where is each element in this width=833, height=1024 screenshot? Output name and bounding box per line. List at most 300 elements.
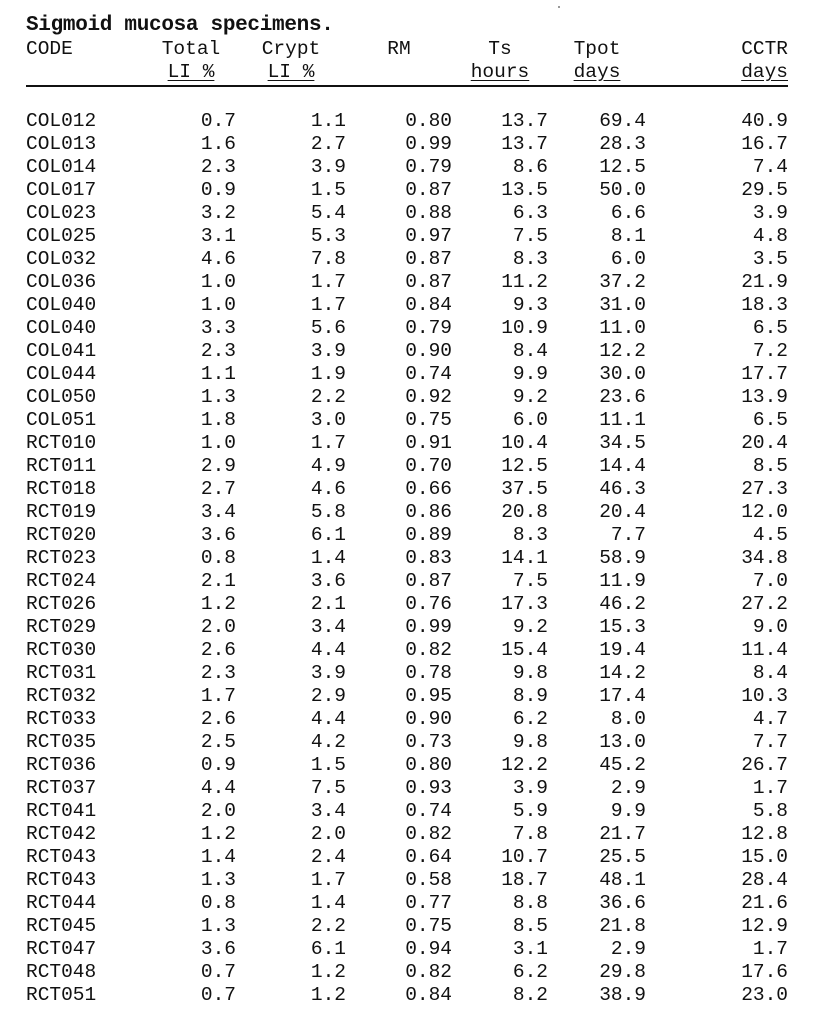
cell-crypt-li: 1.2 xyxy=(310,961,346,983)
cell-crypt-li: 5.3 xyxy=(310,225,346,247)
cell-ts: 11.2 xyxy=(501,271,548,293)
cell-crypt-li: 1.5 xyxy=(310,179,346,201)
cell-ts: 17.3 xyxy=(501,593,548,615)
cell-tpot: 28.3 xyxy=(599,133,646,155)
cell-rm: 0.74 xyxy=(405,363,452,385)
table-row xyxy=(26,570,788,593)
cell-code: COL044 xyxy=(26,363,97,385)
cell-total-li: 0.7 xyxy=(200,984,236,1006)
table-title: Sigmoid mucosa specimens. xyxy=(26,14,334,37)
table-row xyxy=(26,662,788,685)
cell-cctr: 23.0 xyxy=(741,984,788,1006)
cell-ts: 8.4 xyxy=(512,340,548,362)
cell-code: RCT042 xyxy=(26,823,97,845)
table-row xyxy=(26,386,788,409)
cell-crypt-li: 6.1 xyxy=(310,524,346,546)
table-row xyxy=(26,800,788,823)
table-row xyxy=(26,961,788,984)
cell-crypt-li: 1.7 xyxy=(310,432,346,454)
cell-rm: 0.82 xyxy=(405,639,452,661)
table-row xyxy=(26,915,788,938)
spacer-row xyxy=(26,86,788,110)
cell-cctr: 29.5 xyxy=(741,179,788,201)
cell-total-li: 4.6 xyxy=(200,248,236,270)
col-subheader-ts-text: hours xyxy=(470,61,530,83)
cell-crypt-li: 1.7 xyxy=(310,271,346,293)
table-row xyxy=(26,823,788,846)
cell-ts: 5.9 xyxy=(512,800,548,822)
cell-ts: 8.8 xyxy=(512,892,548,914)
cell-tpot: 14.2 xyxy=(599,662,646,684)
cell-cctr: 9.0 xyxy=(752,616,788,638)
cell-crypt-li: 1.7 xyxy=(310,869,346,891)
cell-crypt-li: 2.0 xyxy=(310,823,346,845)
cell-crypt-li: 3.0 xyxy=(310,409,346,431)
cell-code: RCT036 xyxy=(26,754,97,776)
cell-ts: 37.5 xyxy=(501,478,548,500)
cell-code: COL017 xyxy=(26,179,97,201)
table-row xyxy=(26,409,788,432)
cell-ts: 10.9 xyxy=(501,317,548,339)
cell-rm: 0.89 xyxy=(405,524,452,546)
cell-rm: 0.93 xyxy=(405,777,452,799)
table-row xyxy=(26,685,788,708)
table-row xyxy=(26,984,788,1007)
cell-total-li: 1.2 xyxy=(200,593,236,615)
cell-rm: 0.66 xyxy=(405,478,452,500)
cell-code: RCT044 xyxy=(26,892,97,914)
cell-tpot: 13.0 xyxy=(599,731,646,753)
cell-ts: 12.5 xyxy=(501,455,548,477)
cell-tpot: 45.2 xyxy=(599,754,646,776)
cell-rm: 0.87 xyxy=(405,179,452,201)
cell-rm: 0.80 xyxy=(405,110,452,132)
cell-cctr: 1.7 xyxy=(752,938,788,960)
cell-tpot: 17.4 xyxy=(599,685,646,707)
cell-crypt-li: 6.1 xyxy=(310,938,346,960)
cell-tpot: 20.4 xyxy=(599,501,646,523)
cell-code: RCT043 xyxy=(26,869,97,891)
cell-total-li: 0.7 xyxy=(200,110,236,132)
cell-ts: 7.8 xyxy=(512,823,548,845)
table-row xyxy=(26,731,788,754)
cell-code: COL023 xyxy=(26,202,97,224)
cell-total-li: 1.2 xyxy=(200,823,236,845)
cell-cctr: 17.7 xyxy=(741,363,788,385)
cell-crypt-li: 5.4 xyxy=(310,202,346,224)
cell-tpot: 34.5 xyxy=(599,432,646,454)
cell-crypt-li: 1.1 xyxy=(310,110,346,132)
cell-code: RCT037 xyxy=(26,777,97,799)
cell-tpot: 2.9 xyxy=(610,938,646,960)
cell-tpot: 14.4 xyxy=(599,455,646,477)
cell-cctr: 21.9 xyxy=(741,271,788,293)
cell-code: COL040 xyxy=(26,317,97,339)
cell-tpot: 38.9 xyxy=(599,984,646,1006)
cell-rm: 0.78 xyxy=(405,662,452,684)
cell-tpot: 11.0 xyxy=(599,317,646,339)
cell-tpot: 2.9 xyxy=(610,777,646,799)
cell-rm: 0.79 xyxy=(405,317,452,339)
cell-crypt-li: 2.1 xyxy=(310,593,346,615)
cell-rm: 0.87 xyxy=(405,570,452,592)
sigmoid-mucosa-table xyxy=(26,38,788,1007)
cell-crypt-li: 4.4 xyxy=(310,708,346,730)
table-row xyxy=(26,501,788,524)
cell-crypt-li: 2.2 xyxy=(310,915,346,937)
cell-ts: 10.7 xyxy=(501,846,548,868)
cell-tpot: 50.0 xyxy=(599,179,646,201)
cell-code: COL013 xyxy=(26,133,97,155)
table-row xyxy=(26,869,788,892)
cell-code: COL036 xyxy=(26,271,97,293)
cell-rm: 0.87 xyxy=(405,271,452,293)
cell-tpot: 25.5 xyxy=(599,846,646,868)
cell-crypt-li: 1.7 xyxy=(310,294,346,316)
cell-total-li: 1.0 xyxy=(200,294,236,316)
cell-ts: 6.2 xyxy=(512,708,548,730)
cell-rm: 0.82 xyxy=(405,961,452,983)
cell-crypt-li: 2.2 xyxy=(310,386,346,408)
cell-crypt-li: 3.9 xyxy=(310,662,346,684)
cell-code: RCT026 xyxy=(26,593,97,615)
cell-code: RCT024 xyxy=(26,570,97,592)
cell-tpot: 46.2 xyxy=(599,593,646,615)
cell-crypt-li: 3.4 xyxy=(310,800,346,822)
table-row xyxy=(26,225,788,248)
cell-tpot: 29.8 xyxy=(599,961,646,983)
cell-crypt-li: 5.8 xyxy=(310,501,346,523)
cell-total-li: 2.0 xyxy=(200,616,236,638)
cell-ts: 9.3 xyxy=(512,294,548,316)
cell-total-li: 2.5 xyxy=(200,731,236,753)
cell-ts: 8.5 xyxy=(512,915,548,937)
cell-code: RCT033 xyxy=(26,708,97,730)
cell-total-li: 2.3 xyxy=(200,662,236,684)
cell-total-li: 1.8 xyxy=(200,409,236,431)
cell-tpot: 12.2 xyxy=(599,340,646,362)
table-row xyxy=(26,432,788,455)
cell-cctr: 6.5 xyxy=(752,409,788,431)
cell-cctr: 18.3 xyxy=(741,294,788,316)
col-subheader-cctr xyxy=(646,61,788,86)
cell-tpot: 21.7 xyxy=(599,823,646,845)
cell-cctr: 12.8 xyxy=(741,823,788,845)
cell-cctr: 12.0 xyxy=(741,501,788,523)
cell-crypt-li: 2.7 xyxy=(310,133,346,155)
cell-ts: 8.3 xyxy=(512,248,548,270)
cell-ts: 10.4 xyxy=(501,432,548,454)
cell-tpot: 9.9 xyxy=(610,800,646,822)
cell-cctr: 7.0 xyxy=(752,570,788,592)
cell-tpot: 6.0 xyxy=(610,248,646,270)
cell-ts: 13.7 xyxy=(501,133,548,155)
cell-cctr: 13.9 xyxy=(741,386,788,408)
cell-rm: 0.94 xyxy=(405,938,452,960)
cell-rm: 0.76 xyxy=(405,593,452,615)
cell-cctr: 40.9 xyxy=(741,110,788,132)
table-row xyxy=(26,156,788,179)
cell-rm: 0.75 xyxy=(405,409,452,431)
cell-total-li: 2.6 xyxy=(200,708,236,730)
cell-crypt-li: 5.6 xyxy=(310,317,346,339)
cell-tpot: 46.3 xyxy=(599,478,646,500)
table-row xyxy=(26,294,788,317)
cell-rm: 0.92 xyxy=(405,386,452,408)
cell-code: RCT010 xyxy=(26,432,97,454)
cell-total-li: 1.1 xyxy=(200,363,236,385)
cell-ts: 7.5 xyxy=(512,225,548,247)
cell-total-li: 3.4 xyxy=(200,501,236,523)
cell-ts: 3.1 xyxy=(512,938,548,960)
cell-tpot: 11.1 xyxy=(599,409,646,431)
cell-cctr: 4.7 xyxy=(752,708,788,730)
cell-ts: 6.2 xyxy=(512,961,548,983)
table-row xyxy=(26,133,788,156)
cell-total-li: 2.9 xyxy=(200,455,236,477)
cell-cctr: 15.0 xyxy=(741,846,788,868)
table-row xyxy=(26,271,788,294)
cell-rm: 0.79 xyxy=(405,156,452,178)
cell-crypt-li: 4.2 xyxy=(310,731,346,753)
cell-ts: 7.5 xyxy=(512,570,548,592)
cell-code: RCT045 xyxy=(26,915,97,937)
cell-code: COL014 xyxy=(26,156,97,178)
cell-total-li: 0.9 xyxy=(200,179,236,201)
cell-total-li: 2.3 xyxy=(200,156,236,178)
cell-tpot: 8.1 xyxy=(610,225,646,247)
cell-rm: 0.95 xyxy=(405,685,452,707)
cell-rm: 0.80 xyxy=(405,754,452,776)
cell-total-li: 0.8 xyxy=(200,892,236,914)
cell-tpot: 23.6 xyxy=(599,386,646,408)
table-row xyxy=(26,547,788,570)
cell-crypt-li: 1.2 xyxy=(310,984,346,1006)
cell-code: COL041 xyxy=(26,340,97,362)
cell-tpot: 21.8 xyxy=(599,915,646,937)
cell-rm: 0.99 xyxy=(405,616,452,638)
cell-ts: 12.2 xyxy=(501,754,548,776)
cell-rm: 0.90 xyxy=(405,340,452,362)
table-body xyxy=(26,86,788,1007)
cell-code: RCT031 xyxy=(26,662,97,684)
cell-total-li: 1.7 xyxy=(200,685,236,707)
cell-code: RCT029 xyxy=(26,616,97,638)
cell-cctr: 16.7 xyxy=(741,133,788,155)
cell-code: RCT023 xyxy=(26,547,97,569)
cell-cctr: 26.7 xyxy=(741,754,788,776)
col-subheader-total-text: LI % xyxy=(167,61,215,83)
cell-cctr: 10.3 xyxy=(741,685,788,707)
table-row xyxy=(26,179,788,202)
cell-cctr: 20.4 xyxy=(741,432,788,454)
cell-ts: 6.0 xyxy=(512,409,548,431)
col-subheader-code xyxy=(26,61,146,86)
table-row xyxy=(26,455,788,478)
cell-crypt-li: 3.6 xyxy=(310,570,346,592)
table-row xyxy=(26,593,788,616)
col-subheader-crypt-text: LI % xyxy=(267,61,315,83)
cell-ts: 3.9 xyxy=(512,777,548,799)
cell-code: COL032 xyxy=(26,248,97,270)
table-row xyxy=(26,363,788,386)
cell-ts: 8.2 xyxy=(512,984,548,1006)
table-row xyxy=(26,317,788,340)
cell-rm: 0.84 xyxy=(405,294,452,316)
cell-code: RCT043 xyxy=(26,846,97,868)
cell-tpot: 69.4 xyxy=(599,110,646,132)
cell-crypt-li: 1.4 xyxy=(310,547,346,569)
cell-ts: 8.3 xyxy=(512,524,548,546)
cell-cctr: 27.2 xyxy=(741,593,788,615)
cell-ts: 13.7 xyxy=(501,110,548,132)
cell-rm: 0.91 xyxy=(405,432,452,454)
cell-rm: 0.58 xyxy=(405,869,452,891)
cell-crypt-li: 1.9 xyxy=(310,363,346,385)
cell-ts: 18.7 xyxy=(501,869,548,891)
cell-tpot: 7.7 xyxy=(610,524,646,546)
table-row xyxy=(26,639,788,662)
cell-cctr: 11.4 xyxy=(741,639,788,661)
cell-total-li: 1.0 xyxy=(200,432,236,454)
cell-total-li: 4.4 xyxy=(200,777,236,799)
cell-rm: 0.86 xyxy=(405,501,452,523)
cell-code: RCT035 xyxy=(26,731,97,753)
cell-ts: 13.5 xyxy=(501,179,548,201)
col-header-rm: RM xyxy=(387,38,411,60)
cell-total-li: 2.6 xyxy=(200,639,236,661)
cell-code: COL025 xyxy=(26,225,97,247)
cell-crypt-li: 7.8 xyxy=(310,248,346,270)
cell-cctr: 4.5 xyxy=(752,524,788,546)
cell-ts: 9.2 xyxy=(512,386,548,408)
cell-code: COL051 xyxy=(26,409,97,431)
cell-ts: 15.4 xyxy=(501,639,548,661)
cell-cctr: 8.5 xyxy=(752,455,788,477)
cell-total-li: 1.6 xyxy=(200,133,236,155)
cell-total-li: 3.2 xyxy=(200,202,236,224)
cell-crypt-li: 2.9 xyxy=(310,685,346,707)
cell-rm: 0.97 xyxy=(405,225,452,247)
cell-code: RCT032 xyxy=(26,685,97,707)
cell-code: COL050 xyxy=(26,386,97,408)
table-row xyxy=(26,248,788,271)
cell-total-li: 2.7 xyxy=(200,478,236,500)
col-subheader-tpot-text: days xyxy=(573,61,621,83)
cell-code: RCT030 xyxy=(26,639,97,661)
cell-total-li: 2.1 xyxy=(200,570,236,592)
cell-cctr: 4.8 xyxy=(752,225,788,247)
cell-rm: 0.77 xyxy=(405,892,452,914)
col-subheader-total xyxy=(146,61,236,86)
cell-ts: 9.2 xyxy=(512,616,548,638)
table-row xyxy=(26,777,788,800)
cell-cctr: 28.4 xyxy=(741,869,788,891)
cell-rm: 0.82 xyxy=(405,823,452,845)
cell-total-li: 2.3 xyxy=(200,340,236,362)
cell-ts: 8.9 xyxy=(512,685,548,707)
cell-tpot: 31.0 xyxy=(599,294,646,316)
cell-tpot: 6.6 xyxy=(610,202,646,224)
cell-total-li: 2.0 xyxy=(200,800,236,822)
col-subheader-crypt xyxy=(236,61,346,86)
cell-cctr: 27.3 xyxy=(741,478,788,500)
cell-cctr: 3.5 xyxy=(752,248,788,270)
table-row xyxy=(26,110,788,133)
cell-ts: 9.8 xyxy=(512,662,548,684)
cell-cctr: 7.4 xyxy=(752,156,788,178)
table-row xyxy=(26,202,788,225)
cell-tpot: 37.2 xyxy=(599,271,646,293)
table-row xyxy=(26,524,788,547)
col-subheader-tpot xyxy=(548,61,646,86)
cell-cctr: 21.6 xyxy=(741,892,788,914)
cell-rm: 0.87 xyxy=(405,248,452,270)
cell-code: RCT019 xyxy=(26,501,97,523)
cell-crypt-li: 3.9 xyxy=(310,156,346,178)
cell-code: RCT047 xyxy=(26,938,97,960)
cell-total-li: 0.7 xyxy=(200,961,236,983)
cell-code: COL012 xyxy=(26,110,97,132)
cell-total-li: 1.0 xyxy=(200,271,236,293)
table-row xyxy=(26,340,788,363)
header-row-2 xyxy=(26,61,788,86)
table-row xyxy=(26,708,788,731)
cell-code: RCT018 xyxy=(26,478,97,500)
table-row xyxy=(26,846,788,869)
cell-total-li: 1.3 xyxy=(200,869,236,891)
col-subheader-cctr-text: days xyxy=(741,61,788,83)
cell-total-li: 3.3 xyxy=(200,317,236,339)
cell-total-li: 3.1 xyxy=(200,225,236,247)
cell-crypt-li: 2.4 xyxy=(310,846,346,868)
cell-ts: 20.8 xyxy=(501,501,548,523)
cell-rm: 0.64 xyxy=(405,846,452,868)
cell-tpot: 30.0 xyxy=(599,363,646,385)
col-header-tpot: Tpot xyxy=(573,38,621,60)
cell-ts: 14.1 xyxy=(501,547,548,569)
cell-total-li: 1.3 xyxy=(200,915,236,937)
cell-cctr: 3.9 xyxy=(752,202,788,224)
cell-total-li: 0.9 xyxy=(200,754,236,776)
cell-total-li: 1.3 xyxy=(200,386,236,408)
cell-total-li: 1.4 xyxy=(200,846,236,868)
cell-ts: 6.3 xyxy=(512,202,548,224)
cell-code: RCT011 xyxy=(26,455,97,477)
cell-tpot: 15.3 xyxy=(599,616,646,638)
scan-speck xyxy=(558,6,560,8)
col-header-cctr: CCTR xyxy=(741,38,788,60)
cell-cctr: 8.4 xyxy=(752,662,788,684)
cell-total-li: 3.6 xyxy=(200,524,236,546)
cell-rm: 0.74 xyxy=(405,800,452,822)
cell-tpot: 11.9 xyxy=(599,570,646,592)
table-row xyxy=(26,754,788,777)
header-row-1 xyxy=(26,38,788,61)
cell-cctr: 1.7 xyxy=(752,777,788,799)
cell-crypt-li: 7.5 xyxy=(310,777,346,799)
cell-crypt-li: 4.6 xyxy=(310,478,346,500)
cell-cctr: 7.7 xyxy=(752,731,788,753)
col-header-crypt: Crypt xyxy=(261,38,321,60)
cell-rm: 0.90 xyxy=(405,708,452,730)
cell-code: RCT048 xyxy=(26,961,97,983)
document-page xyxy=(26,14,788,1007)
cell-rm: 0.83 xyxy=(405,547,452,569)
cell-crypt-li: 3.4 xyxy=(310,616,346,638)
table-row xyxy=(26,616,788,639)
cell-total-li: 3.6 xyxy=(200,938,236,960)
